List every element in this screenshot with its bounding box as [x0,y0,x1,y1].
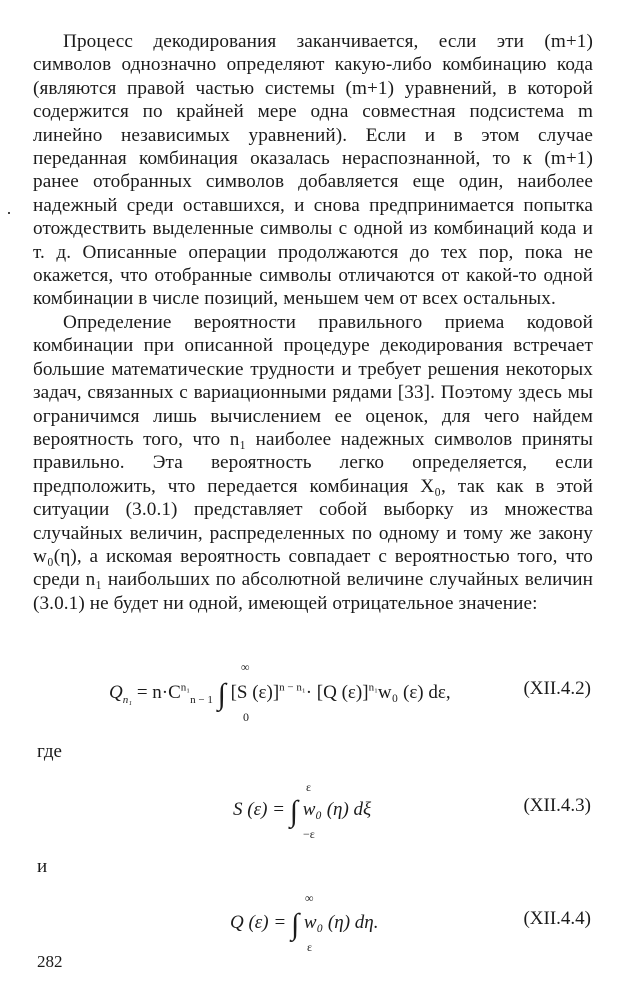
eq-upper-limit: ∞ [305,891,314,905]
integral-sign: ∫ [217,678,226,711]
integral-sign: ∫ [289,795,298,828]
margin-mark [8,212,10,214]
eq-c-sub: n − 1 [190,693,213,706]
integral-sign: ∫ [290,908,300,941]
eq-tail: w₀ (ε) dε, [377,682,451,703]
page-body [33,30,593,615]
eq-lhs: Q [109,682,123,703]
eq-lhs: Q (ε) = [230,912,287,933]
eq-lower-limit: 0 [243,710,249,724]
paragraph-1: Процесс декодирования заканчивается, если эти (m+1) символов однозначно определяют какую-либо комбинацию кода (являются правой частью системы (m+1) уравнений, в которой содержится по крайней мере одна совместная подсистема m линейно независимых уравнений). Если и в этом случае переданная комбинация оказалась нераспознанной, то к (m+1) ранее отобранных символов добавляется еще один, наиболее надежный среди оставшихся, и снова предпринимается попытка отождествить выделенные символы с одной из комбинаций кода и т. д. Описанные операции продолжаются до тех пор, пока не окажется, что отобранные символы отличаются от какой-то одной комбинации в числе позиций, меньшем чем от всех остальных. [33,31,593,310]
eq-integrand: w₀ (η) dη. [303,912,379,933]
eq-upper-limit: ε [306,780,312,794]
word-and: и [37,856,48,877]
eq-integrand: w₀ (η) dξ [302,799,372,820]
eq-c-sup: n₁ [180,681,191,694]
equation-number: (XII.4.3) [523,795,591,816]
eq-power-1: n − n₁ [279,681,306,694]
eq-factor: · [Q (ε)] [305,682,369,703]
equation-xii-4-2 [33,658,593,728]
eq-lhs-sub: n₁ [122,693,133,706]
eq-lower-limit: ε [307,940,313,954]
eq-mid: = n·C [132,682,181,703]
eq-upper-limit: ∞ [241,660,250,674]
eq-integrand: [S (ε)] [230,682,280,703]
paragraph-2: Определение вероятности правильного приема кодовой комбинации при описанной процедуре декодирования встречает большие математические трудности и требует решения некоторых задач, связанных с вариационными рядами [33]. Поэтому здесь мы ограничимся лишь вычислением ее оценок, для чего найдем вероятность того, что n₁ наиболее надежных символов приняты правильно. Эта вероятность легко определяется, если предположить, что передается комбинация X₀, так как в этой ситуации (3.0.1) представляет собой выборку из множества случайных величин, распределенных по одному и тому же закону w₀(η), а искомая вероятность совпадает с вероятностью того, что среди n₁ наибольших по абсолютной величине случайных величин (3.0.1) не будет ни одной, имеющей отрицательное значение: [33,311,593,614]
eq-lhs: S (ε) = [233,799,285,820]
eq-lower-limit: −ε [303,827,315,841]
equation-number: (XII.4.2) [523,678,591,699]
equation-xii-4-4 [33,888,593,958]
equation-number: (XII.4.4) [523,908,591,929]
equation-xii-4-3 [33,775,593,845]
word-where: где [37,741,62,762]
page-number: 282 [37,952,63,971]
eq-power-2: n₁ [368,681,378,694]
